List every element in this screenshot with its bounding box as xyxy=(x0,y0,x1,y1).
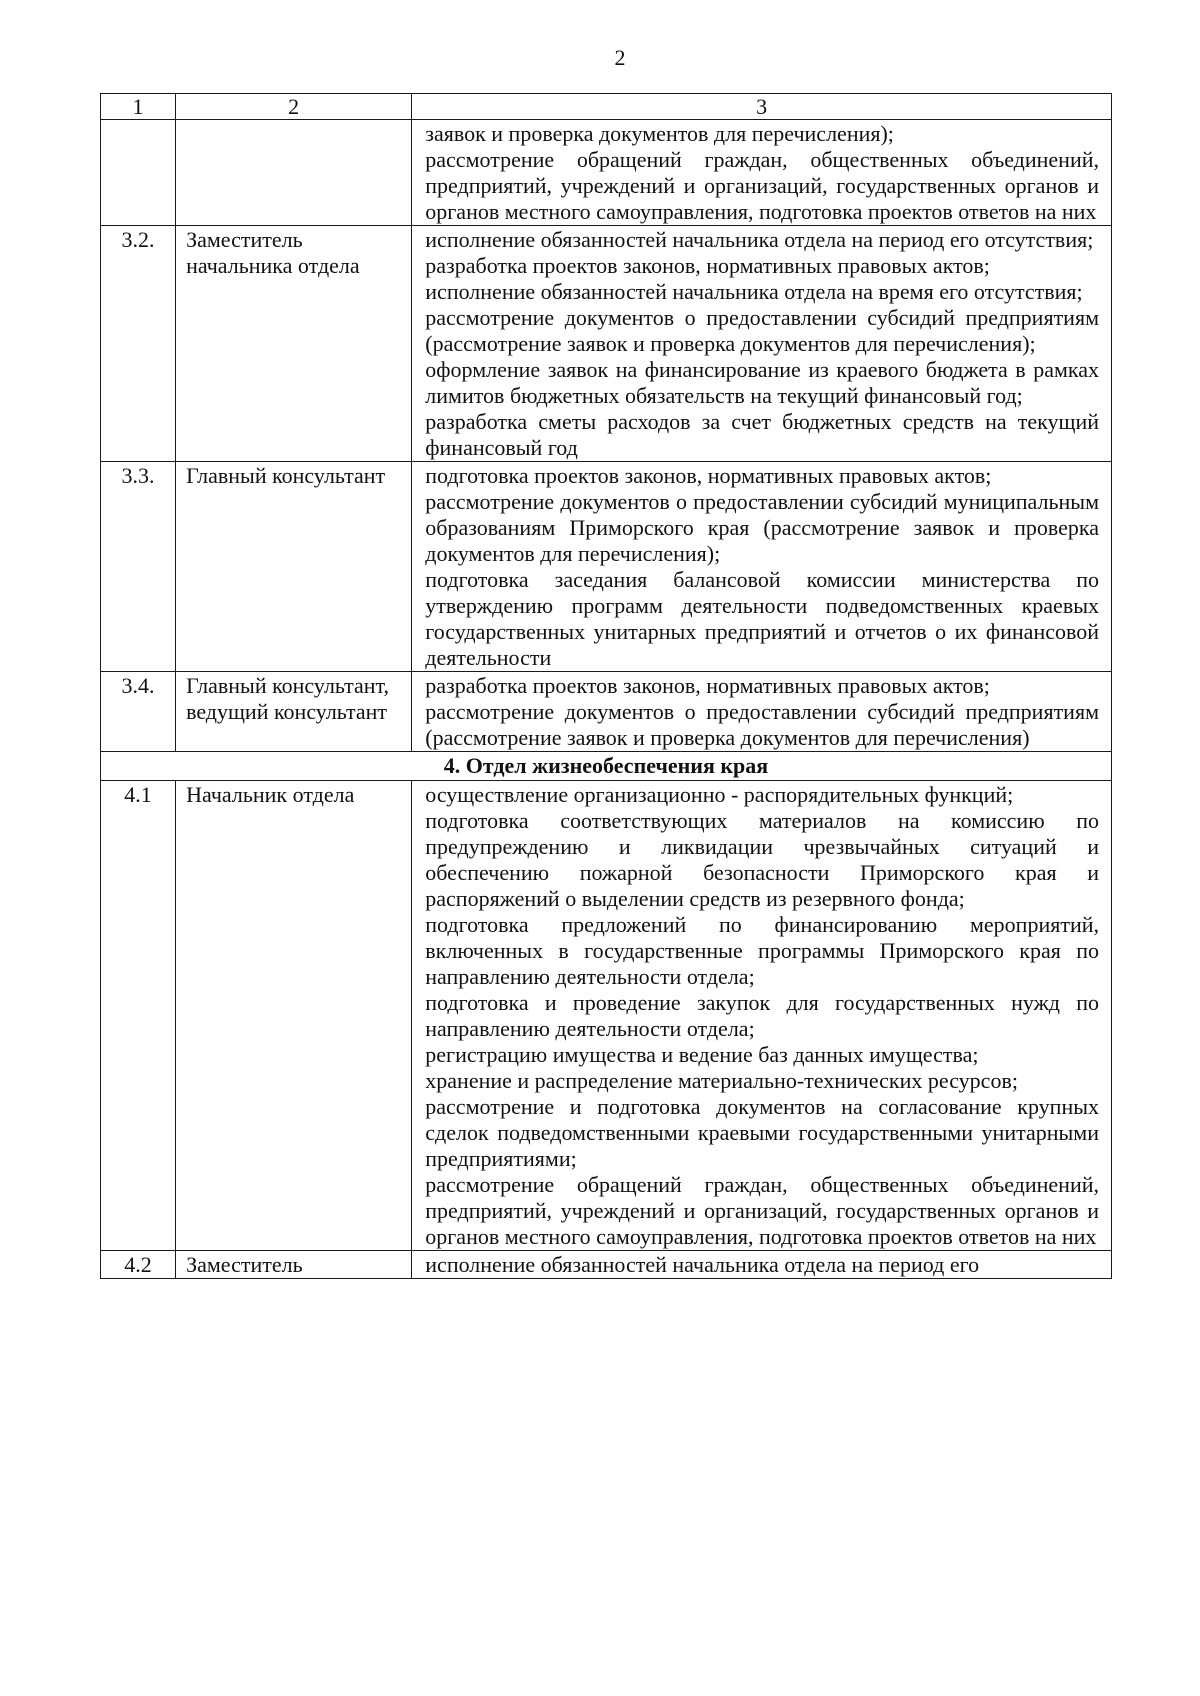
position-cell: Начальник отдела xyxy=(176,781,412,1251)
position-cell: Заместитель начальника отдела xyxy=(176,226,412,462)
duty-item: исполнение обязанностей начальника отдела на время его отсутствия; xyxy=(425,279,1083,304)
duties-cell xyxy=(412,226,1112,462)
duty-item: рассмотрение документов о предоставлении субсидий муниципальным образованиям Приморского края (рассмотрение заявок и проверка документов для перечисления); xyxy=(425,489,1099,566)
table-row xyxy=(101,226,1112,462)
duty-item: рассмотрение и подготовка документов на согласование крупных сделок подведомственными краевыми государственными унитарными предприятиями; xyxy=(425,1094,1099,1171)
position-cell: Главный консультант xyxy=(176,462,412,672)
page-number: 2 xyxy=(614,45,626,70)
duties-cell xyxy=(412,672,1112,752)
duty-item: разработка проектов законов, нормативных правовых актов; xyxy=(425,253,990,278)
duty-item: подготовка и проведение закупок для государственных нужд по направлению деятельности отдела; xyxy=(425,990,1099,1041)
row-number: 3.3. xyxy=(101,462,176,672)
row-number: 4.1 xyxy=(101,781,176,1251)
column-header-1: 1 xyxy=(101,94,176,120)
position-cell xyxy=(176,120,412,226)
column-header-2: 2 xyxy=(176,94,412,120)
column-header-3: 3 xyxy=(412,94,1112,120)
duty-item: подготовка предложений по финансированию мероприятий, включенных в государственные программы Приморского края по направлению деятельности отдела; xyxy=(425,912,1099,989)
duties-cell xyxy=(412,781,1112,1251)
duty-item: разработка сметы расходов за счет бюджетных средств на текущий финансовый год xyxy=(425,409,1099,460)
table-header-row xyxy=(101,94,1112,120)
row-number: 4.2 xyxy=(101,1251,176,1279)
table-row xyxy=(101,781,1112,1251)
table-row xyxy=(101,120,1112,226)
duties-cell xyxy=(412,462,1112,672)
duty-item: исполнение обязанностей начальника отдела на период его xyxy=(425,1252,980,1277)
duty-item: подготовка проектов законов, нормативных правовых актов; xyxy=(425,463,992,488)
duties-table xyxy=(100,93,1112,1279)
table-row xyxy=(101,672,1112,752)
duty-item: подготовка соответствующих материалов на комиссию по предупреждению и ликвидации чрезвычайных ситуаций и обеспечению пожарной безопасности Приморского края и распоряжений о выделении средств из резервного фонда; xyxy=(425,808,1099,911)
duty-item: заявок и проверка документов для перечисления); xyxy=(425,121,894,146)
duties-cell xyxy=(412,1251,1112,1279)
duty-item: осуществление организационно - распорядительных функций; xyxy=(425,782,1014,807)
duty-item: оформление заявок на финансирование из краевого бюджета в рамках лимитов бюджетных обязательств на текущий финансовый год; xyxy=(425,357,1099,408)
position-cell: Главный консультант, ведущий консультант xyxy=(176,672,412,752)
row-number xyxy=(101,120,176,226)
duty-item: подготовка заседания балансовой комиссии министерства по утверждению программ деятельности подведомственных краевых государственных унитарных предприятий и отчетов о их финансовой деятельности xyxy=(425,567,1099,670)
duty-item: рассмотрение обращений граждан, общественных объединений, предприятий, учреждений и организаций, государственных органов и органов местного самоуправления, подготовка проектов ответов на них xyxy=(425,147,1099,224)
duty-item: рассмотрение документов о предоставлении субсидий предприятиям (рассмотрение заявок и проверка документов для перечисления); xyxy=(425,305,1099,356)
duty-item: рассмотрение обращений граждан, общественных объединений, предприятий, учреждений и организаций, государственных органов и органов местного самоуправления, подготовка проектов ответов на них xyxy=(425,1172,1099,1249)
duty-item: регистрацию имущества и ведение баз данных имущества; xyxy=(425,1042,979,1067)
duty-item: исполнение обязанностей начальника отдела на период его отсутствия; xyxy=(425,227,1094,252)
section-heading-row xyxy=(101,752,1112,781)
table-row xyxy=(101,1251,1112,1279)
duty-item: хранение и распределение материально-технических ресурсов; xyxy=(425,1068,1018,1093)
duties-cell xyxy=(412,120,1112,226)
row-number: 3.2. xyxy=(101,226,176,462)
row-number: 3.4. xyxy=(101,672,176,752)
duty-item: разработка проектов законов, нормативных правовых актов; xyxy=(425,673,990,698)
table-row xyxy=(101,462,1112,672)
duty-item: рассмотрение документов о предоставлении субсидий предприятиям (рассмотрение заявок и проверка документов для перечисления) xyxy=(425,699,1099,750)
section-title: 4. Отдел жизнеобеспечения края xyxy=(101,752,1112,781)
position-cell: Заместитель xyxy=(176,1251,412,1279)
